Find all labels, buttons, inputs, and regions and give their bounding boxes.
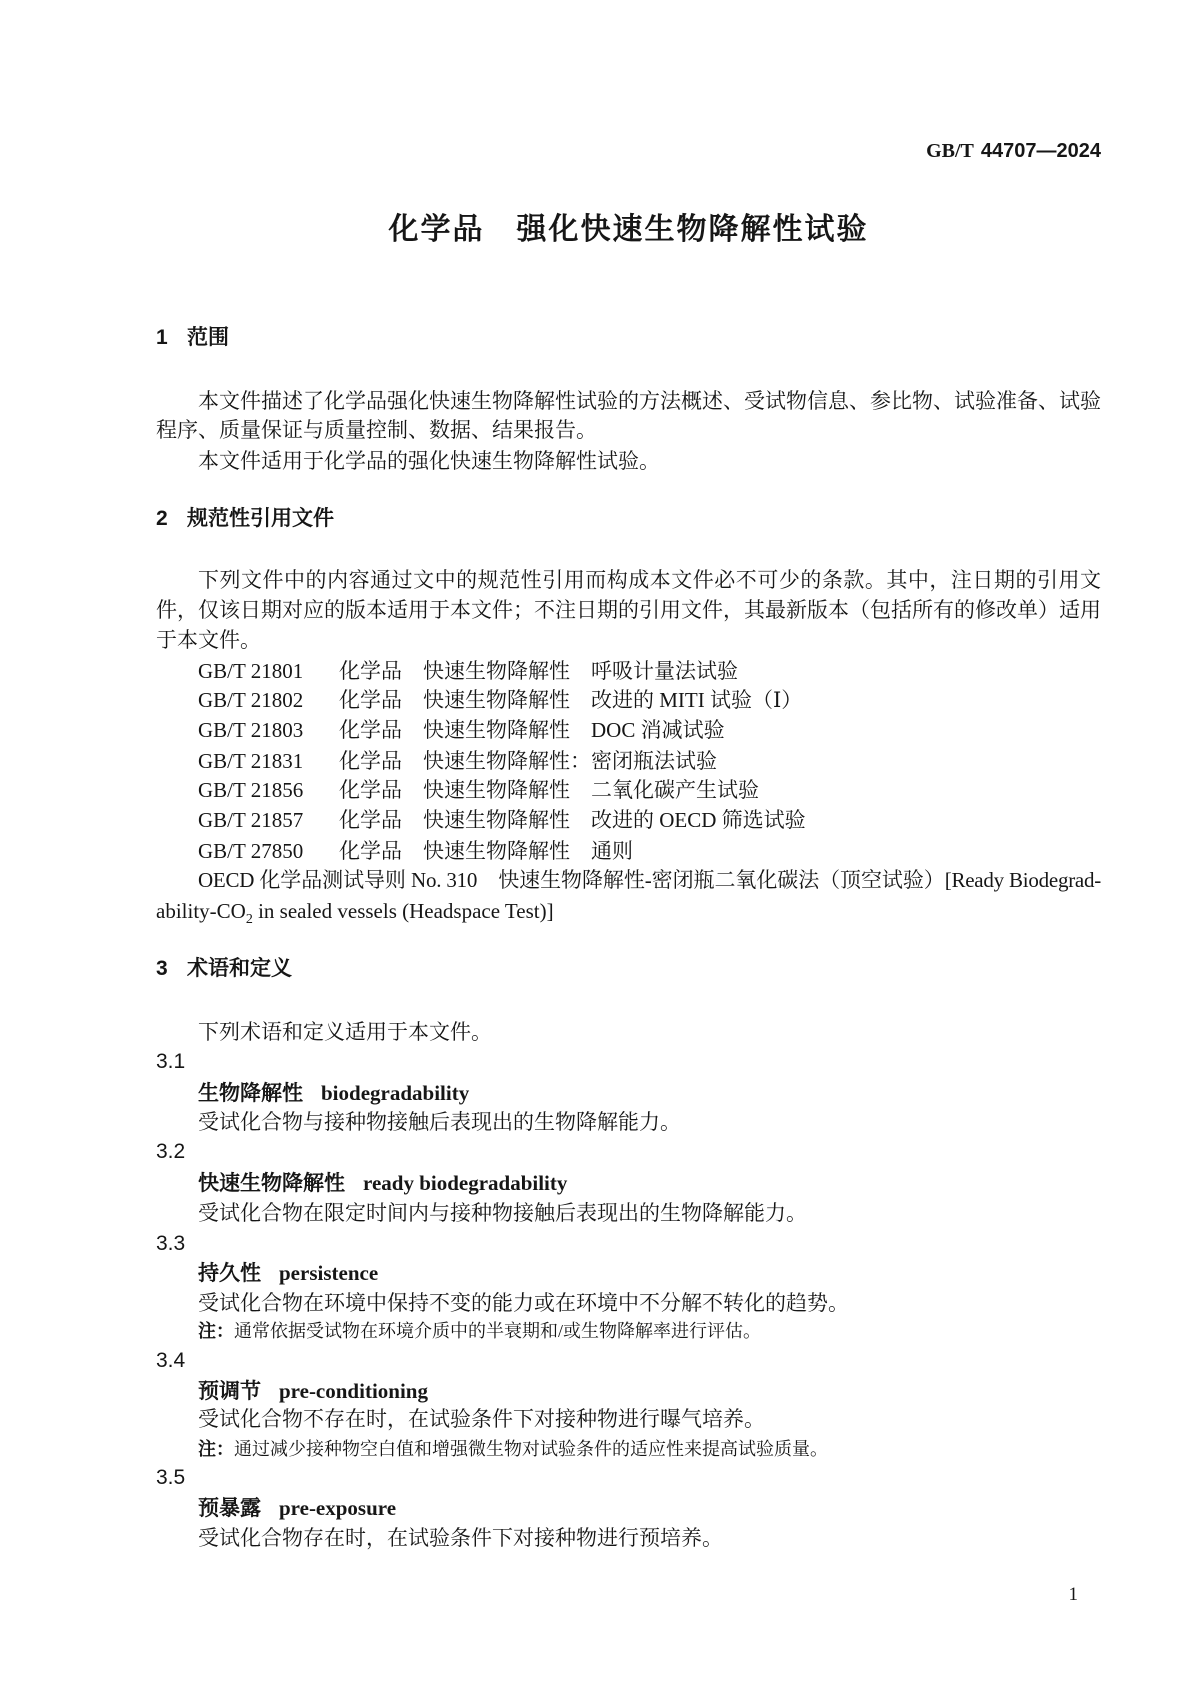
oecd-reference-line: OECD 化学品测试导则 No. 310 快速生物降解性-密闭瓶二氧化碳法（顶空试验）[Ready Biodegrad- — [198, 868, 1101, 892]
reference-title-part: 化学品 — [339, 778, 402, 802]
reference-title-part: 二氧化碳产生试验 — [591, 778, 759, 802]
term-line — [198, 1376, 428, 1406]
clause-number: 3.4 — [156, 1349, 186, 1372]
reference-code: GB/T 21801 — [198, 659, 304, 683]
reference-title-part: 化学品 — [339, 659, 402, 683]
note-label: 注： — [198, 1321, 234, 1341]
paragraph-line: 本文件适用于化学品的强化快速生物降解性试验。 — [198, 449, 660, 473]
reference-entry — [198, 836, 633, 866]
term-english: ready biodegradability — [363, 1171, 568, 1195]
term-line — [198, 1493, 396, 1523]
reference-title-part: 快速生物降解性 — [423, 659, 570, 683]
term-definition: 受试化合物在环境中保持不变的能力或在环境中不分解不转化的趋势。 — [198, 1291, 849, 1315]
term-definition: 受试化合物与接种物接触后表现出的生物降解能力。 — [198, 1110, 681, 1134]
reference-title-part: 改进的 MITI 试验（Ⅰ） — [591, 688, 803, 712]
reference-title-part: 快速生物降解性 — [423, 718, 570, 742]
term-english: biodegradability — [321, 1081, 470, 1105]
term-chinese: 快速生物降解性 — [198, 1172, 345, 1195]
section-heading — [156, 323, 229, 353]
reference-code: GB/T 21803 — [198, 718, 304, 742]
term-definition: 受试化合物在限定时间内与接种物接触后表现出的生物降解能力。 — [198, 1201, 807, 1225]
reference-code: GB/T 21831 — [198, 749, 304, 773]
reference-title-part: 化学品 — [339, 839, 402, 863]
section-heading — [156, 504, 334, 534]
reference-title-part: 化学品 — [339, 808, 402, 832]
reference-code: GB/T 21802 — [198, 688, 304, 712]
paragraph-line: 下列文件中的内容通过文中的规范性引用而构成本文件必不可少的条款。其中，注日期的引用文 — [198, 568, 1101, 592]
paragraph-line: 程序、质量保证与质量控制、数据、结果报告。 — [156, 418, 597, 442]
reference-code: GB/T 27850 — [198, 839, 304, 863]
section-number: 2 — [156, 507, 168, 530]
oecd-reference-text: in sealed vessels (Headspace Test)] — [252, 899, 554, 923]
section-title: 术语和定义 — [187, 957, 292, 980]
clause-number: 3.5 — [156, 1466, 186, 1489]
clause-number: 3.1 — [156, 1050, 186, 1073]
reference-code: GB/T 21856 — [198, 778, 304, 802]
term-english: pre-conditioning — [279, 1379, 428, 1403]
reference-title-part: 化学品 — [339, 688, 402, 712]
note-text: 通过减少接种物空白值和增强微生物对试验条件的适应性来提高试验质量。 — [234, 1439, 828, 1459]
paragraph-line: 于本文件。 — [156, 628, 261, 652]
oecd-reference-subscript: 2 — [245, 912, 253, 927]
reference-entry — [198, 685, 802, 715]
reference-title-part: 快速生物降解性 — [423, 778, 570, 802]
term-line — [198, 1258, 378, 1288]
section-number: 3 — [156, 957, 168, 980]
oecd-reference-line — [156, 896, 554, 926]
standard-code-prefix: GB/T — [926, 140, 974, 162]
term-chinese: 预暴露 — [198, 1497, 261, 1520]
standard-code-number: 44707—2024 — [980, 140, 1101, 162]
paragraph-line: 本文件描述了化学品强化快速生物降解性试验的方法概述、受试物信息、参比物、试验准备、试验 — [198, 389, 1101, 413]
reference-title-part: 密闭瓶法试验 — [591, 749, 717, 773]
section-title: 规范性引用文件 — [187, 507, 334, 530]
reference-title-part: 快速生物降解性 — [423, 808, 570, 832]
document-title: 化学品 强化快速生物降解性试验 — [388, 213, 869, 246]
reference-title-part: 呼吸计量法试验 — [591, 659, 738, 683]
section-heading — [156, 954, 292, 984]
section-title: 范围 — [187, 326, 229, 349]
paragraph-line: 下列术语和定义适用于本文件。 — [198, 1020, 492, 1044]
note-label: 注： — [198, 1439, 234, 1459]
reference-title-part: 通则 — [591, 839, 633, 863]
reference-entry — [198, 656, 738, 686]
term-definition: 受试化合物不存在时，在试验条件下对接种物进行曝气培养。 — [198, 1407, 765, 1431]
reference-entry — [198, 715, 725, 745]
reference-title-part: 快速生物降解性： — [423, 749, 591, 773]
reference-title-part: 化学品 — [339, 718, 402, 742]
term-english: pre-exposure — [279, 1496, 397, 1520]
term-chinese: 生物降解性 — [198, 1082, 303, 1105]
term-definition: 受试化合物存在时，在试验条件下对接种物进行预培养。 — [198, 1526, 723, 1550]
page-number: 1 — [1068, 1584, 1078, 1605]
term-line — [198, 1078, 469, 1108]
clause-number: 3.3 — [156, 1232, 186, 1255]
term-note — [198, 1434, 828, 1464]
term-note — [198, 1316, 761, 1346]
reference-entry — [198, 805, 806, 835]
term-chinese: 预调节 — [198, 1380, 261, 1403]
paragraph-line: 件，仅该日期对应的版本适用于本文件；不注日期的引用文件，其最新版本（包括所有的修改单）适用 — [156, 598, 1101, 622]
reference-title-part: 快速生物降解性 — [423, 839, 570, 863]
clause-number: 3.2 — [156, 1140, 186, 1163]
oecd-reference-text: ability-CO — [156, 899, 246, 923]
reference-title-part: 快速生物降解性 — [423, 688, 570, 712]
standard-code-header — [926, 138, 1101, 164]
reference-title-part: 改进的 OECD 筛选试验 — [591, 808, 806, 832]
reference-code: GB/T 21857 — [198, 808, 304, 832]
note-text: 通常依据受试物在环境介质中的半衰期和/或生物降解率进行评估。 — [234, 1321, 761, 1341]
section-number: 1 — [156, 326, 168, 349]
reference-entry — [198, 746, 717, 776]
term-english: persistence — [279, 1261, 379, 1285]
reference-title-part: 化学品 — [339, 749, 402, 773]
reference-title-part: DOC 消减试验 — [591, 718, 725, 742]
term-line — [198, 1168, 567, 1198]
reference-entry — [198, 775, 759, 805]
term-chinese: 持久性 — [198, 1262, 261, 1285]
